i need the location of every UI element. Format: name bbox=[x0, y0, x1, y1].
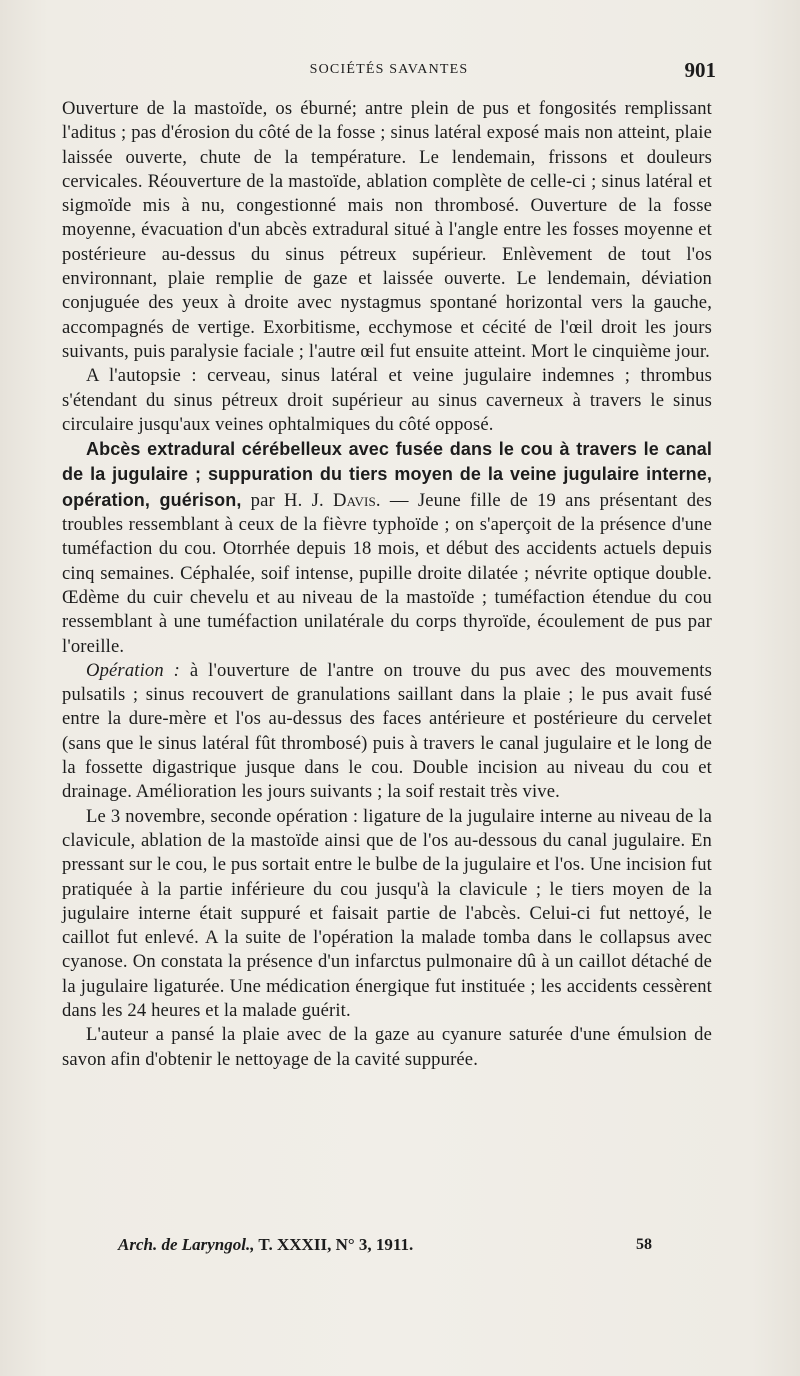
journal-details: T. XXXII, N° 3, 1911. bbox=[254, 1235, 414, 1254]
page-number: 901 bbox=[684, 58, 716, 82]
author-name: Davis bbox=[333, 489, 376, 511]
case-title: Abcès extradural cérébelleux avec fusée dans le cou à travers le canal de la jugulaire ; suppuration du tiers moyen de la veine jugulaire interne, opération, guérison, bbox=[62, 439, 712, 510]
running-title: SOCIÉTÉS SAVANTES bbox=[309, 62, 469, 77]
paragraph-case-davis bbox=[62, 437, 712, 659]
paragraph-operation bbox=[62, 659, 712, 805]
journal-name: Arch. de Laryngol., bbox=[118, 1235, 255, 1254]
paragraph-mastoid-operation: Ouverture de la mastoïde, os éburné; antre plein de pus et fongosités remplissant l'aditus ; pas d'érosion du côté de la fosse ; sinus latéral exposé mais non atteint, plaie laissée ouverte, chute de la température. Le lendemain, frissons et douleurs cervicales. Réouverture de la mastoïde, ablation complète de celle-ci ; sinus latéral et sigmoïde mis à nu, congestionné mais non thrombosé. Ouverture de la fosse moyenne, évacuation d'un abcès extradural situé à l'angle entre les fosses moyenne et postérieure au-dessus du sinus pétreux supérieur. Enlèvement de tout l'os environnant, plaie remplie de gaze et laissée ouverte. Le lendemain, déviation conjuguée des yeux à droite avec nystagmus spontané horizontal vers la gauche, accompagnés de vertige. Exorbitisme, ecchymose et cécité de l'œil droit les jours suivants, puis paralysie faciale ; l'autre œil fut ensuite atteint. Mort le cinquième jour. bbox=[62, 98, 712, 362]
case-description: . — Jeune fille de 19 ans présentant des troubles ressemblant à ceux de la fièvre typhoïde ; on s'aperçoit de la présence d'une tuméfaction du cou. Otorrhée depuis 18 mois, et début des accidents actuels depuis cinq semaines. Céphalée, soif intense, pupille droite dilatée ; névrite optique double. Œdème du cuir chevelu et au niveau de la mastoïde ; tuméfaction étendue du cou ressemblant à une tuméfaction unilatérale du corps thyroïde, écoulement de pus par l'oreille. bbox=[62, 489, 712, 657]
page-header bbox=[62, 58, 716, 88]
paragraph-dressing: L'auteur a pansé la plaie avec de la gaze au cyanure saturée d'une émulsion de savon afin d'obtenir le nettoyage de la cavité suppurée. bbox=[62, 1024, 712, 1070]
paragraph-autopsy: A l'autopsie : cerveau, sinus latéral et veine jugulaire indemnes ; thrombus s'étendant du sinus pétreux droit supérieur au sinus caverneux à travers le sinus circulaire jusqu'aux veines ophtalmiques du côté opposé. bbox=[62, 365, 712, 435]
sheet-number: 58 bbox=[636, 1236, 652, 1253]
operation-text: à l'ouverture de l'antre on trouve du pus avec des mouvements pulsatils ; sinus recouvert de granulations saillant dans la plaie ; le pus avait fusé entre la dure-mère et l'os au-dessus des faces antérieure et postérieure du cervelet (sans que le sinus latéral fût thrombosé) puis à travers le canal jugulaire et le long de la fossette digastrique jusque dans le cou. Double incision au niveau du cou et drainage. Amélioration les jours suivants ; la soif restait très vive. bbox=[62, 659, 712, 803]
operation-label: Opération : bbox=[86, 659, 181, 681]
author-prefix: par H. J. bbox=[250, 489, 324, 511]
body-text bbox=[62, 97, 712, 1072]
source-reference bbox=[118, 1235, 413, 1255]
paragraph-second-operation: Le 3 novembre, seconde opération : ligature de la jugulaire interne au niveau de la clavicule, ablation de la mastoïde ainsi que de l'os au-dessous du canal jugulaire. En pressant sur le cou, le pus sortait entre le bulbe de la jugulaire et l'os. Une incision fut pratiquée à la partie inférieure du cou jusqu'à la clavicule ; le tiers moyen de la jugulaire interne était suppuré et faisait partie de l'abcès. Celui-ci fut nettoyé, le caillot fut enlevé. A la suite de l'opération la malade tomba dans le collapsus avec cyanose. On constata la présence d'un infarctus pulmonaire dû à un caillot détaché de la jugulaire ligaturée. Une médication énergique fut instituée ; les accidents cessèrent dans les 24 heures et la malade guérit. bbox=[62, 805, 712, 1021]
